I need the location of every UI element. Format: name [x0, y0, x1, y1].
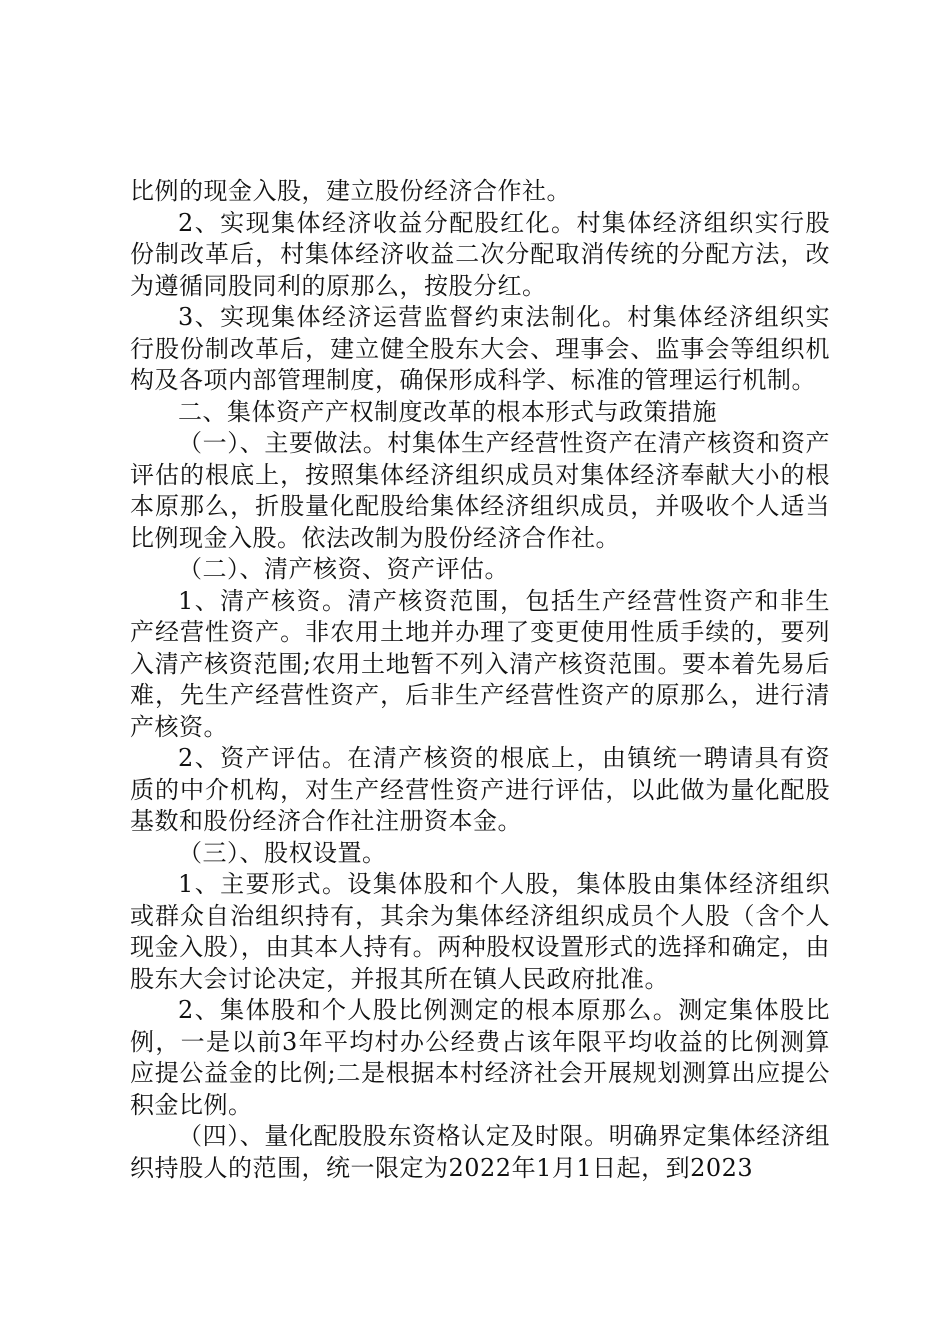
paragraph-item-2: 2、实现集体经济收益分配股红化。村集体经济组织实行股份制改革后，村集体经济收益二次分配取消传统的分配方法，改为遵循同股同利的原那么，按股分红。	[130, 208, 830, 300]
paragraph-item-3: 3、实现集体经济运营监督约束法制化。村集体经济组织实行股份制改革后，建立健全股东大会、理事会、监事会等组织机构及各项内部管理制度，确保形成科学、标准的管理运行机制。	[130, 303, 830, 394]
section-heading-2: 二、集体资产产权制度改革的根本形式与政策措施	[178, 397, 717, 426]
subsection-heading-2: （二）、清产核资、资产评估。	[178, 555, 509, 583]
paragraph-subsection-4: （四）、量化配股股东资格认定及时限。明确界定集体经济组织持股人的范围，统一限定为2022年1月1日起，到2023	[130, 1122, 830, 1182]
paragraph-clearing-assets: 1、清产核资。清产核资范围，包括生产经营性资产和非生产经营性资产。非农用土地并办理了变更使用性质手续的，要列入清产核资范围;农用土地暂不列入清产核资范围。要本着先易后难，先生产经营性资产，后非生产经营性资产的原那么，进行清产核资。	[130, 586, 830, 741]
subsection-heading-3: （三）、股权设置。	[178, 838, 387, 867]
document-body	[130, 176, 830, 1184]
paragraph-main-forms: 1、主要形式。设集体股和个人股，集体股由集体经济组织或群众自治组织持有，其余为集体经济组织成员个人股（含个人现金入股），由其本人持有。两种股权设置形式的选择和确定，由股东大会讨论决定，并报其所在镇人民政府批准。	[130, 870, 830, 993]
paragraph-share-ratio: 2、集体股和个人股比例测定的根本原那么。测定集体股比例，一是以前3年平均村办公经费占该年限平均收益的比例测算应提公益金的比例;二是根据本村经济社会开展规划测算出应提公积金比例。	[130, 996, 830, 1119]
paragraph-asset-evaluation: 2、资产评估。在清产核资的根底上，由镇统一聘请具有资质的中介机构，对生产经营性资产进行评估，以此做为量化配股基数和股份经济合作社注册资本金。	[130, 744, 830, 835]
paragraph-subsection-1: （一）、主要做法。村集体生产经营性资产在清产核资和资产评估的根底上，按照集体经济组织成员对集体经济奉献大小的根本原那么，折股量化配股给集体经济组织成员，并吸收个人适当比例现金入股。依法改制为股份经济合作社。	[130, 429, 830, 552]
paragraph-continuation: 比例的现金入股，建立股份经济合作社。	[130, 177, 571, 205]
